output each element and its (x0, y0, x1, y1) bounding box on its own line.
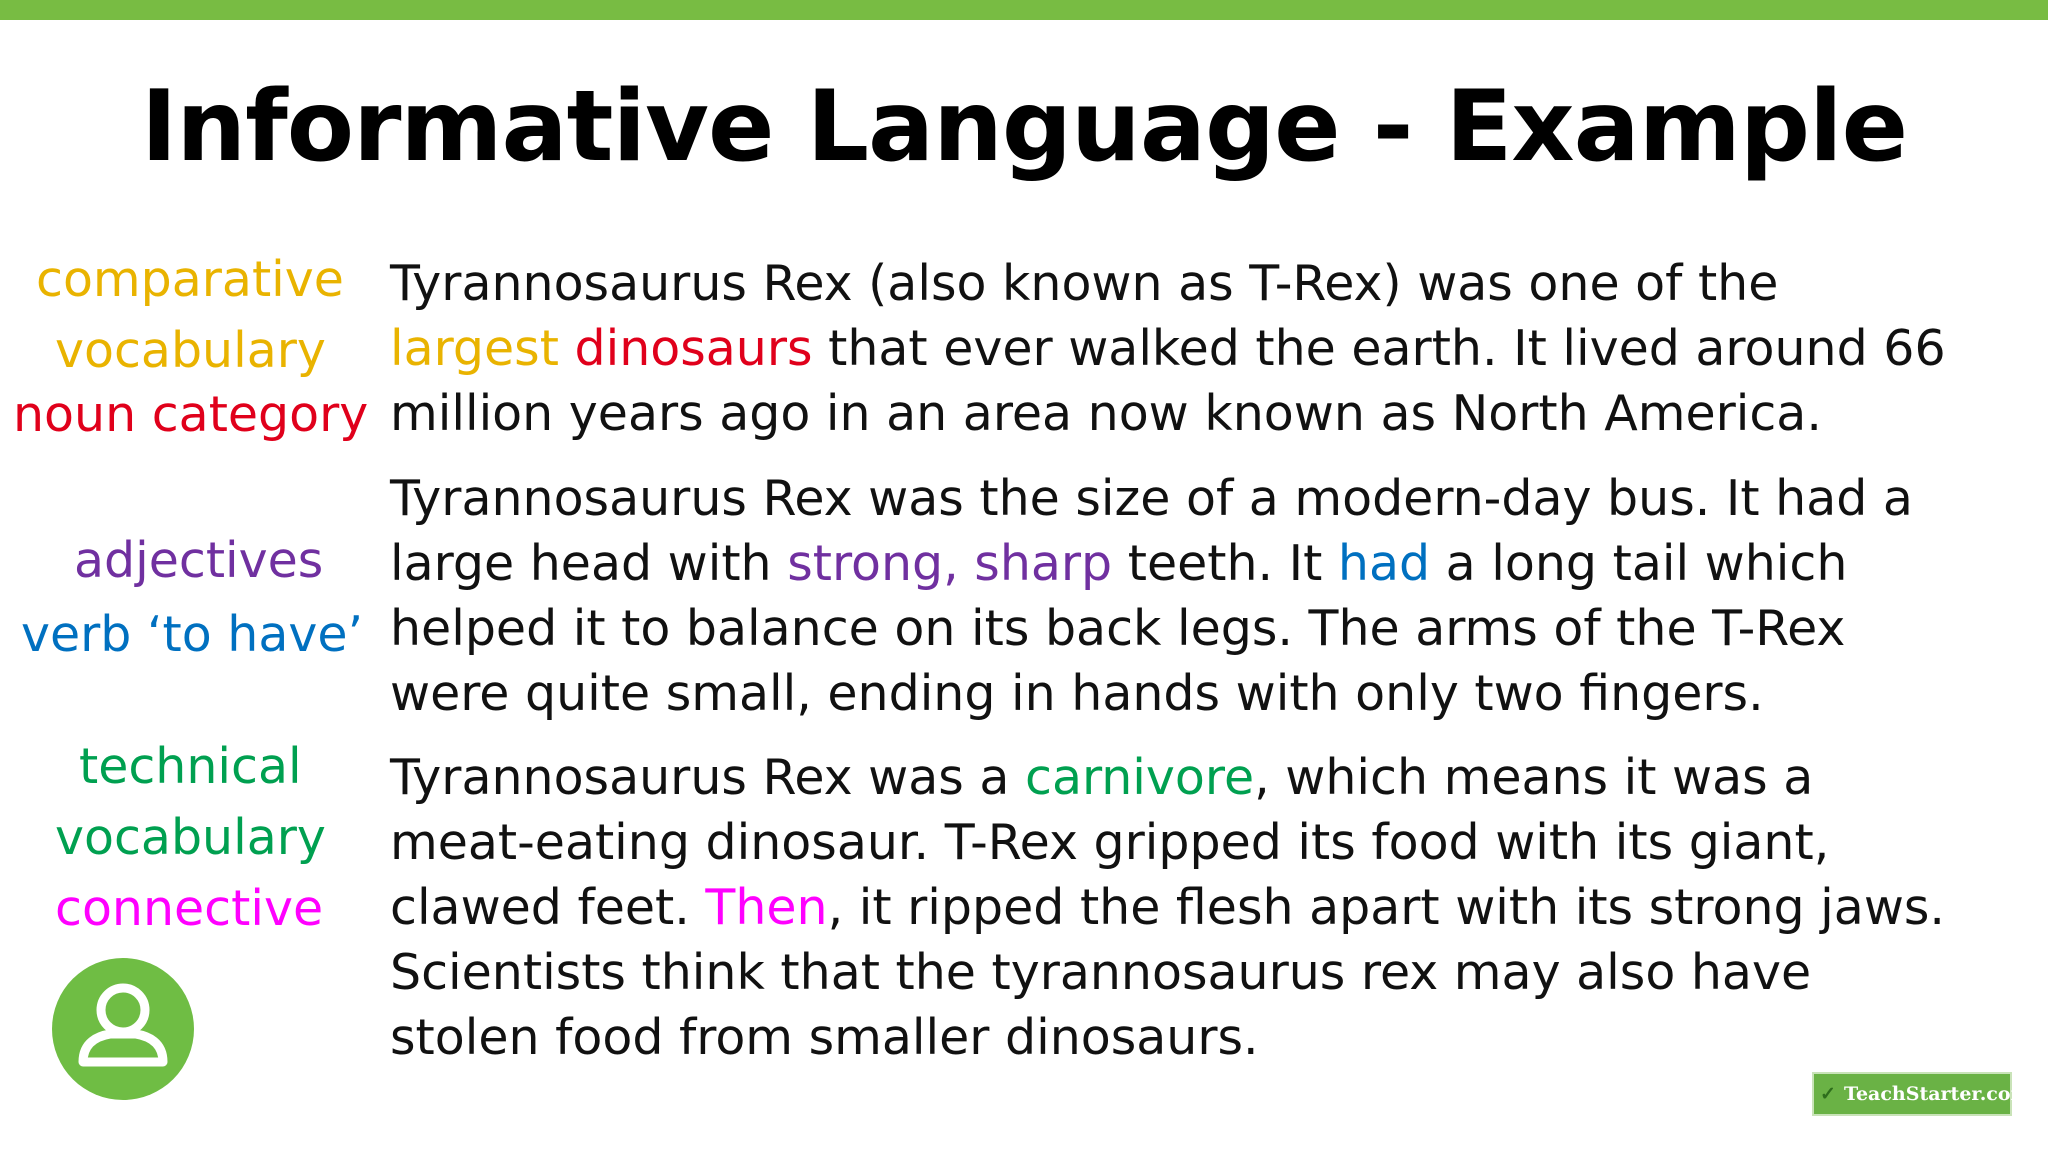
checkmark-icon: ✓ (1820, 1083, 1836, 1105)
paragraph-2-line-2: large head with strong, sharp teeth. It had a long tail which (390, 535, 1848, 592)
word-had: had (1337, 535, 1431, 592)
paragraph-1 (390, 251, 1990, 446)
paragraph-3-line-5: stolen food from smaller dinosaurs. (390, 1009, 1259, 1066)
label-comparative: comparative (36, 251, 344, 308)
label-vocabulary-comparative: vocabulary (55, 322, 326, 379)
paragraph-3 (390, 745, 1990, 1070)
label-connective: connective (55, 880, 324, 937)
word-largest: largest (390, 320, 559, 377)
paragraph-1-line-1: Tyrannosaurus Rex (also known as T-Rex) was one of the (390, 255, 1779, 312)
paragraph-1-line-2: largest dinosaurs that ever walked the earth. It lived around 66 (390, 320, 1946, 377)
paragraph-3-line-3: clawed feet. Then, it ripped the flesh apart with its strong jaws. (390, 879, 1945, 936)
paragraph-2-line-1: Tyrannosaurus Rex was the size of a modern-day bus. It had a (390, 470, 1913, 527)
label-vocabulary-technical: vocabulary (55, 809, 326, 866)
top-accent-bar (0, 0, 2048, 20)
paragraph-3-line-1: Tyrannosaurus Rex was a carnivore, which means it was a (390, 749, 1814, 806)
label-adjectives: adjectives (74, 532, 324, 589)
label-noun-category: noun category (13, 386, 369, 443)
label-verb-to-have: verb ‘to have’ (21, 606, 364, 663)
slide-title: Informative Language - Example (140, 70, 1908, 184)
word-then: Then (705, 879, 828, 936)
paragraph-1-line-3: million years ago in an area now known as North America. (390, 385, 1822, 442)
paragraph-2 (390, 466, 1990, 726)
paragraph-2-line-3: helped it to balance on its back legs. The arms of the T-Rex (390, 600, 1846, 657)
paragraph-2-line-4: were quite small, ending in hands with only two fingers. (390, 665, 1764, 722)
paragraph-3-line-2: meat-eating dinosaur. T-Rex gripped its food with its giant, (390, 814, 1830, 871)
person-icon (52, 958, 194, 1100)
word-dinosaurs: dinosaurs (574, 320, 813, 377)
words-strong-sharp: strong, sharp (787, 535, 1113, 592)
paragraph-3-line-4: Scientists think that the tyrannosaurus rex may also have (390, 944, 1812, 1001)
word-carnivore: carnivore (1025, 749, 1255, 806)
teachstarter-logo (1812, 1072, 2031, 1116)
logo-text: TeachStarter.com (1844, 1083, 2031, 1105)
label-technical: technical (79, 738, 302, 795)
user-avatar-icon[interactable] (52, 958, 194, 1100)
